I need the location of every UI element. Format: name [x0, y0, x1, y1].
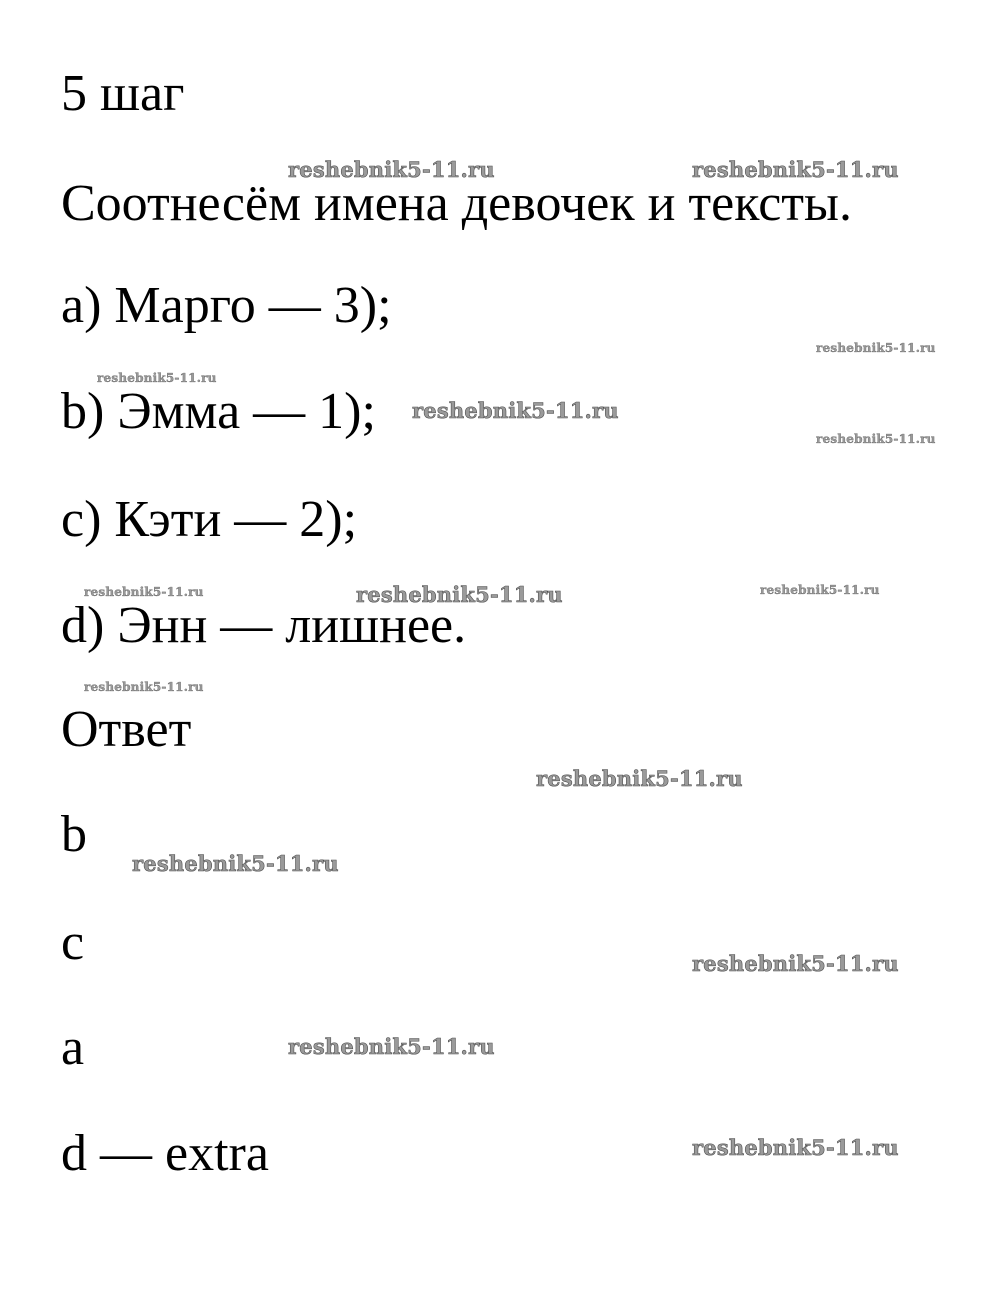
- watermark: reshebnik5-11.ru: [288, 1034, 495, 1059]
- watermark: reshebnik5-11.ru: [132, 851, 339, 876]
- watermark: reshebnik5-11.ru: [816, 341, 936, 355]
- answer-item-2: c: [61, 914, 85, 971]
- match-line-b: b) Эмма — 1);: [61, 383, 376, 440]
- answer-item-1: b: [61, 806, 87, 863]
- match-line-a: a) Марго — 3);: [61, 277, 392, 334]
- watermark: reshebnik5-11.ru: [84, 585, 204, 599]
- watermark: reshebnik5-11.ru: [692, 1135, 899, 1160]
- watermark: reshebnik5-11.ru: [692, 157, 899, 182]
- step-heading: 5 шаг: [61, 65, 185, 122]
- watermark: reshebnik5-11.ru: [536, 766, 743, 791]
- answer-heading: Ответ: [61, 701, 192, 758]
- watermark: reshebnik5-11.ru: [84, 680, 204, 694]
- watermark: reshebnik5-11.ru: [412, 398, 619, 423]
- match-line-c: c) Кэти — 2);: [61, 491, 358, 548]
- match-line-d: d) Энн — лишнее.: [61, 597, 467, 654]
- intro-text: Соотнесём имена девочек и тексты.: [61, 175, 852, 232]
- answer-item-3: a: [61, 1019, 85, 1076]
- watermark: reshebnik5-11.ru: [356, 582, 563, 607]
- watermark: reshebnik5-11.ru: [288, 157, 495, 182]
- watermark: reshebnik5-11.ru: [97, 371, 217, 385]
- watermark: reshebnik5-11.ru: [760, 583, 880, 597]
- watermark: reshebnik5-11.ru: [816, 432, 936, 446]
- watermark: reshebnik5-11.ru: [692, 951, 899, 976]
- answer-item-4: d — extra: [61, 1125, 269, 1182]
